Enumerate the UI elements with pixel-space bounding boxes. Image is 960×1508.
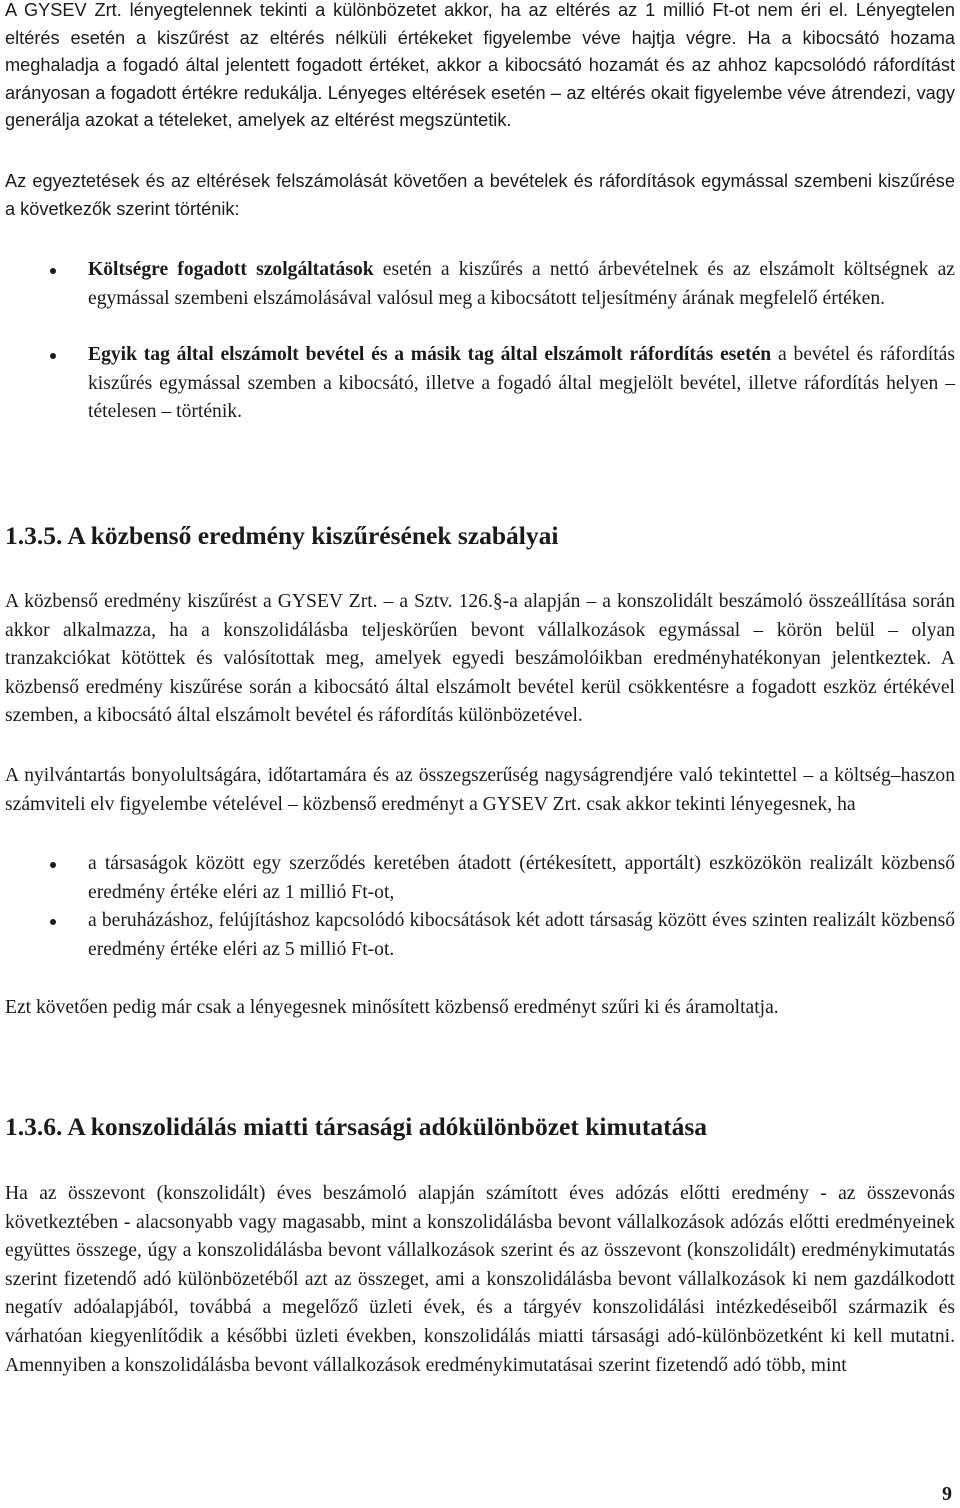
page-number: 9 — [942, 1483, 952, 1505]
list-item — [5, 907, 955, 964]
list-item-body: esetén a kiszűrés a nettó árbevételnek és az elszámolt költségnek az egymással szembeni elszámolásával valósul meg a kibocsátott teljesítmény árának megfelelő értéken. — [88, 259, 956, 309]
list-item — [5, 850, 955, 907]
criteria-bullet-list — [5, 850, 955, 964]
list-item-text — [88, 256, 955, 313]
list-item-text — [88, 341, 955, 427]
section-heading-1-3-6: 1.3.6. A konszolidálás miatti társasági adókülönbözet kimutatása — [5, 1112, 708, 1141]
bullet-icon — [50, 353, 56, 359]
section-heading-1-3-5: 1.3.5. A közbenső eredmény kiszűrésének szabályai — [5, 521, 559, 550]
paragraph-filtering-note: Ezt követően pedig már csak a lényegesnek minősített közbenső eredményt szűri ki és áramoltatja. — [5, 997, 779, 1018]
bullet-icon — [50, 268, 56, 274]
list-item — [5, 256, 955, 313]
list-item-bold: Költségre fogadott szolgáltatások — [88, 259, 374, 280]
paragraph-elimination-intro: Az egyeztetések és az eltérések felszámolását követően a bevételek és ráfordítások egymással szembeni kiszűrése a következők szerint történik: — [5, 171, 955, 219]
paragraph-tax-difference: Ha az összevont (konszolidált) éves beszámoló alapján számított éves adózás előtti eredmény - az összevonás következtében - alacsonyabb vagy magasabb, mint a konszolidálásba bevont vállalkozások adózás előtti eredményeinek együttes összege, úgy a konszolidálásba bevont vállalkozások szerint és az összevont (konszolidált) eredménykimutatás szerint fizetendő adó különbözetéből azt az összeget, ami a konszolidálásba bevont vállalkozások ki nem gazdálkodott negatív adóalapjából, továbbá a megelőző üzleti évek, és a tárgyév konszolidálási intézkedéseiből származik és várhatóan kiegyenlítődik a későbbi üzleti években, konszolidálás miatti társasági adó-különbözetként ki kell mutatni. Amennyiben a konszolidálásba bevont vállalkozások eredménykimutatásai szerint fizetendő adó több, mint — [5, 1183, 955, 1376]
bullet-icon — [50, 919, 56, 925]
list-item-bold: Egyik tag által elszámolt bevétel és a másik tag által elszámolt ráfordítás esetén — [88, 344, 772, 366]
paragraph-materiality: A GYSEV Zrt. lényegtelennek tekinti a különbözetet akkor, ha az eltérés az 1 millió Ft-ot nem éri el. Lényegtelen eltérés esetén a kiszűrést az eltérés nélküli értékeket figyelembe véve hajtja végre. Ha a kibocsátó hozama meghaladja a fogadó által jelentett fogadott értéket, akkor a kibocsátó hozamát és az ahhoz kapcsolódó ráfordítást arányosan a fogadott értékre redukálja. Lényeges eltérések esetén – az eltérés okait figyelembe véve átrendezi, vagy generálja azokat a tételeket, amelyek az eltérést megszüntetik. — [5, 0, 955, 130]
list-item-body: a bevétel és ráfordítás kiszűrés egymással szemben a kibocsátó, illetve a fogadó által megjelölt bevétel, illetve ráfordítás helyen – tételesen – történik. — [88, 344, 955, 423]
list-item-text: a beruházáshoz, felújításhoz kapcsolódó kibocsátások két adott társaság között éves szinten realizált közbenső eredmény értéke eléri az 5 millió Ft-ot. — [88, 910, 955, 960]
paragraph-materiality-criteria: A nyilvántartás bonyolultságára, időtartamára és az összegszerűség nagyságrendjére való tekintettel – a költség–haszon számviteli elv figyelembe vételével – közbenső eredményt a GYSEV Zrt. csak akkor tekinti lényegesnek, ha — [5, 765, 955, 815]
paragraph-intermediate-result: A közbenső eredmény kiszűrést a GYSEV Zrt. – a Sztv. 126.§-a alapján – a konszolidált beszámoló összeállítása során akkor alkalmazza, ha a konszolidálásba teljeskörűen bevont vállalkozások egymással – körön belül – olyan tranzakciókat kötöttek és valósítottak meg, amelyek egyedi beszámolóikban eredményhatékonyan jelentkeztek. A közbenső eredmény kiszűrése során a kibocsátó által elszámolt bevétel kerül csökkentésre a fogadott eszköz értékével szemben, a kibocsátó által elszámolt bevétel és ráfordítás különbözetével. — [5, 591, 955, 727]
list-item-text: a társaságok között egy szerződés keretében átadott (értékesített, apportált) eszközökön realizált közbenső eredmény értéke eléri az 1 millió Ft-ot, — [88, 853, 955, 903]
list-item — [5, 341, 955, 427]
bullet-icon — [50, 862, 56, 868]
elimination-bullet-list — [5, 256, 955, 427]
